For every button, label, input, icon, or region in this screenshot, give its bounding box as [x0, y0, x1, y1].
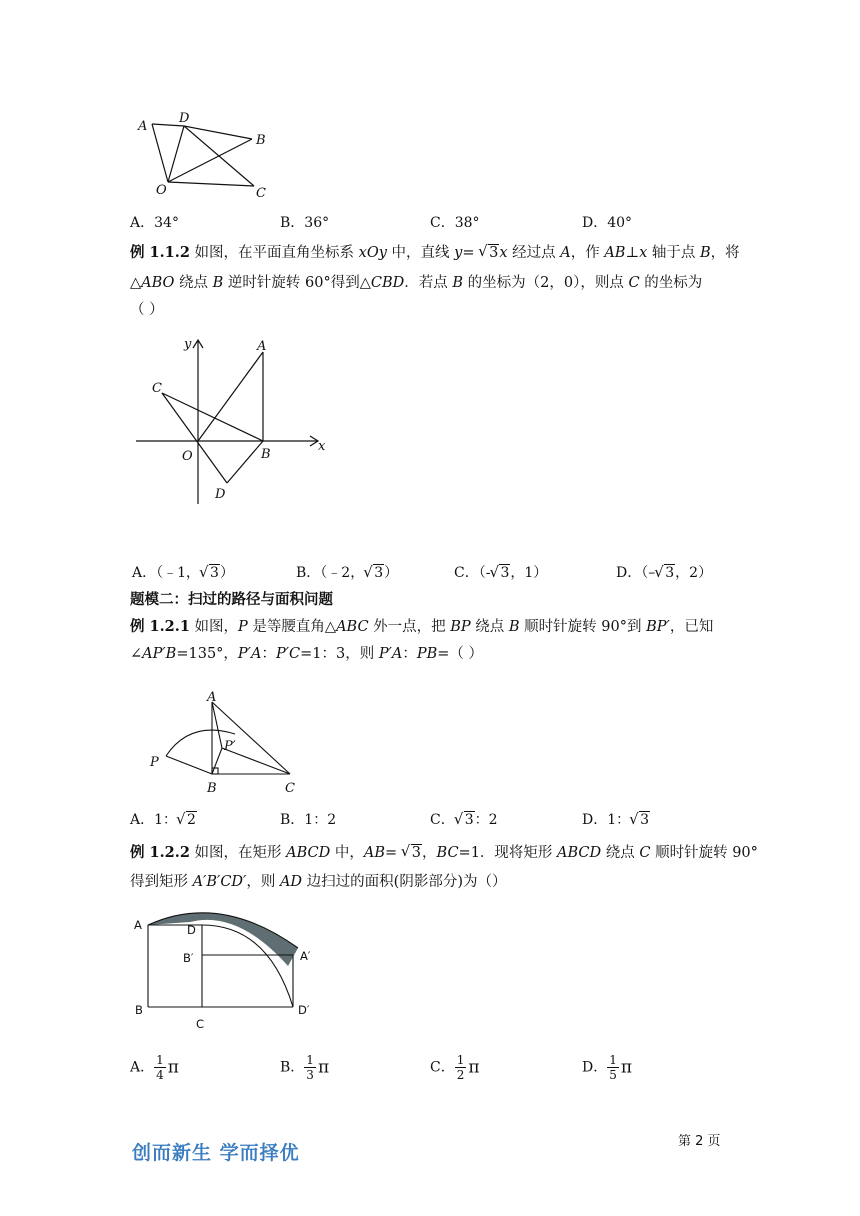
q1-number: 例 1.1.2: [130, 244, 190, 261]
label-ap: A′: [300, 949, 311, 963]
q2-line-1: 例 1.2.1 如图，P 是等腰直角△ABC 外一点，把 BP 绕点 B 顺时针旋转 90°到 BP′，已知: [130, 618, 714, 635]
label-b: B: [261, 447, 271, 462]
label-c: C: [152, 381, 162, 396]
q2-option-b[interactable]: B．1：2: [280, 812, 337, 828]
label-a: A: [138, 119, 148, 134]
segment-ac: [212, 702, 290, 774]
figure-q0: [130, 108, 280, 200]
shaded-region: [148, 913, 298, 966]
q3-line-2: 得到矩形 A′B′CD′，则 AD 边扫过的面积(阴影部分)为（）: [130, 874, 507, 890]
label-x: x: [318, 439, 326, 454]
label-b: B: [207, 781, 217, 796]
label-pp: P′: [224, 739, 236, 754]
segment-app: [212, 702, 222, 748]
label-b: B: [256, 133, 266, 148]
q2-option-a[interactable]: A．1：√ 2: [130, 809, 197, 829]
label-c: C: [256, 186, 266, 200]
segment-ao: [152, 124, 168, 182]
label-dp: D′: [298, 1003, 310, 1017]
label-d: D: [215, 487, 226, 502]
q2-option-d[interactable]: D．1：√ 3: [582, 809, 650, 829]
q3-option-d[interactable]: D． $\frac{1}{5}$ π: [582, 1053, 633, 1082]
q3-option-a[interactable]: A． $\frac{1}{4}$ π: [130, 1053, 179, 1082]
label-a: A: [134, 918, 142, 932]
label-a: A: [207, 690, 217, 705]
page-number: 第 2 页: [678, 1134, 721, 1149]
q1-line-3: （ ）: [130, 302, 164, 318]
q1-option-b[interactable]: B．（﹣2，√ 3）: [296, 562, 398, 582]
segment-b-p: [166, 756, 212, 774]
label-o: O: [156, 183, 167, 198]
figure-q3: [128, 900, 328, 1035]
label-d: D: [179, 111, 190, 126]
q1-option-c[interactable]: C．（-√ 3，1）: [454, 562, 547, 582]
label-a: A: [257, 339, 267, 354]
section-title: 题模二：扫过的路径与面积问题: [130, 591, 333, 608]
q0-option-c[interactable]: C．38°: [430, 215, 480, 231]
segment-oa: [198, 352, 263, 441]
segment-ob: [168, 139, 252, 182]
q3-option-b[interactable]: B． $\frac{1}{3}$ π: [280, 1053, 330, 1082]
q0-option-a[interactable]: A．34°: [130, 215, 179, 231]
label-c: C: [196, 1017, 205, 1031]
footer-brand: 创而新生 学而择优: [132, 1142, 300, 1164]
label-b: B: [135, 1003, 143, 1017]
q3-option-c[interactable]: C． $\frac{1}{2}$ π: [430, 1053, 480, 1082]
label-c: C: [285, 781, 295, 796]
figure-q1: [130, 330, 330, 510]
q1-line-1: 例 1.1.2 如图，在平面直角坐标系 xOy 中，直线 y= √ 3x 经过点 A，作 AB⊥x 轴于点 B，将: [130, 243, 740, 263]
segment-db: [184, 126, 252, 139]
q2-option-c[interactable]: C．√ 3：2: [430, 809, 498, 829]
label-bp: B′: [183, 951, 194, 965]
label-y: y: [184, 337, 192, 352]
segment-bpp: [212, 748, 222, 774]
label-o: O: [182, 449, 193, 464]
segment-oc: [168, 182, 254, 186]
segment-do: [168, 126, 184, 182]
q3-options: [130, 1047, 750, 1083]
q0-option-b[interactable]: B．36°: [280, 215, 330, 231]
figure-q2: [140, 690, 310, 800]
q1-options: [132, 562, 752, 584]
q2-number: 例 1.2.1: [130, 618, 190, 635]
q3-line-1: 例 1.2.2 如图，在矩形 ABCD 中，AB= √ 3，BC=1．现将矩形 ABCD 绕点 C 顺时针旋转 90°: [130, 843, 758, 863]
segment-cb: [162, 393, 263, 441]
q1-line-2: △ABO 绕点 B 逆时针旋转 60°得到△CBD．若点 B 的坐标为（2，0），则点 C 的坐标为: [130, 275, 703, 291]
q1-option-a[interactable]: A．（﹣1，√ 3）: [132, 562, 234, 582]
q1-option-d[interactable]: D．（–√ 3，2）: [616, 562, 712, 582]
q2-line-2: ∠AP′B=135°，P′A：P′C=1：3，则 P′A：PB=（ ）: [130, 646, 484, 662]
q0-option-d[interactable]: D．40°: [582, 215, 633, 231]
q0-options: [130, 212, 730, 232]
q2-options: [130, 809, 750, 831]
label-d: D: [187, 923, 196, 937]
segment-cd: [162, 393, 227, 483]
q3-number: 例 1.2.2: [130, 844, 190, 861]
segment-db: [227, 441, 263, 483]
label-p: P: [150, 755, 159, 770]
